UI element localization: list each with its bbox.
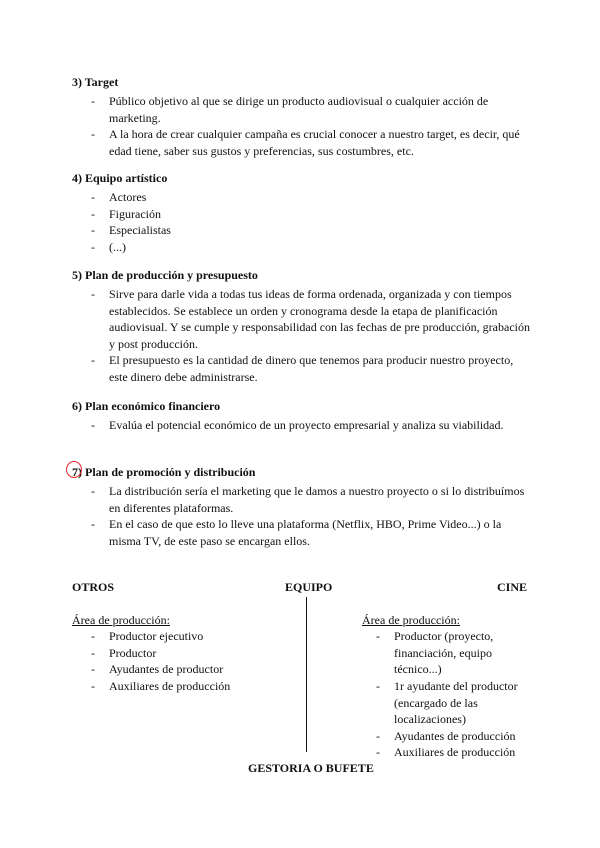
list-item: - Especialistas: [72, 222, 532, 239]
list-item: - La distribución sería el marketing que le damos a nuestro proyecto o si lo distribuímos en diferentes plataformas.: [72, 483, 532, 516]
left-area-title: [72, 612, 218, 628]
section-target: [72, 74, 532, 159]
list-item: - Actores: [72, 189, 532, 206]
right-area-title: Área de producción:: [362, 613, 460, 627]
list-item: - Ayudantes de producción: [357, 728, 537, 745]
section-title: 6) Plan económico financiero: [72, 399, 221, 413]
section-title: 4) Equipo artístico: [72, 171, 168, 185]
list-item: - Auxiliares de producción: [357, 744, 537, 761]
bullet-list: [72, 417, 532, 434]
bullet-list: [72, 286, 532, 385]
list-item: - (...): [72, 239, 532, 256]
divider-line: [306, 597, 307, 752]
section-title: 7) Plan de promoción y distribución: [72, 465, 256, 479]
gestoria-footer: GESTORIA O BUFETE: [248, 761, 374, 775]
otros-header: OTROS: [72, 580, 115, 594]
right-column-b: [357, 678, 537, 761]
list-item: - Figuración: [72, 206, 532, 223]
list-item: - El presupuesto es la cantidad de dinero que tenemos para producir nuestro proyecto, este dinero debe administrarse.: [72, 352, 532, 385]
list-item: - 1r ayudante del productor (encargado de las localizaciones): [357, 678, 537, 728]
left-column: [72, 628, 292, 694]
bullet-list: [72, 93, 532, 159]
equipo-header: EQUIPO: [285, 580, 333, 594]
bullet-list: [72, 628, 292, 694]
list-item: - Público objetivo al que se dirige un producto audiovisual o cualquier acción de marketing.: [72, 93, 532, 126]
list-item: - Productor: [72, 645, 292, 662]
list-item: - Evalúa el potencial económico de un proyecto empresarial y analiza su viabilidad.: [72, 417, 532, 434]
cine-header: CINE: [497, 580, 528, 594]
bullet-list: [357, 628, 517, 678]
bullet-list: [72, 483, 532, 549]
bullet-list: [357, 678, 537, 761]
list-item: - En el caso de que esto lo lleve una plataforma (Netflix, HBO, Prime Video...) o la misma TV, de este paso se encargan ellos.: [72, 516, 532, 549]
annotation-circle-mark: [66, 461, 82, 478]
section-plan-promocion: [72, 464, 532, 549]
list-item: - Productor ejecutivo: [72, 628, 292, 645]
bullet-list: [72, 189, 532, 255]
section-equipo-artistico: [72, 170, 532, 255]
list-item: - Auxiliares de producción: [72, 678, 292, 695]
list-item: - A la hora de crear cualquier campaña es crucial conocer a nuestro target, es decir, qué edad tiene, saber sus gustos y preferencias, sus costumbres, etc.: [72, 126, 532, 159]
left-area-label: Área de producción:: [72, 613, 170, 627]
right-column-a: [357, 628, 517, 678]
section-plan-economico: [72, 398, 532, 434]
section-title: 5) Plan de producción y presupuesto: [72, 268, 258, 282]
list-item: - Ayudantes de productor: [72, 661, 292, 678]
section-title: 3) Target: [72, 75, 119, 89]
list-item: - Productor (proyecto, financiación, equipo técnico...): [357, 628, 517, 678]
section-plan-produccion: [72, 267, 532, 385]
list-item: - Sirve para darle vida a todas tus ideas de forma ordenada, organizada y con tiempos establecidos. Se establece un orden y cronograma desde la etapa de planificación audiovisual. Y se cumple y responsabilidad con las fechas de pre producción, grabación y post producción.: [72, 286, 532, 352]
